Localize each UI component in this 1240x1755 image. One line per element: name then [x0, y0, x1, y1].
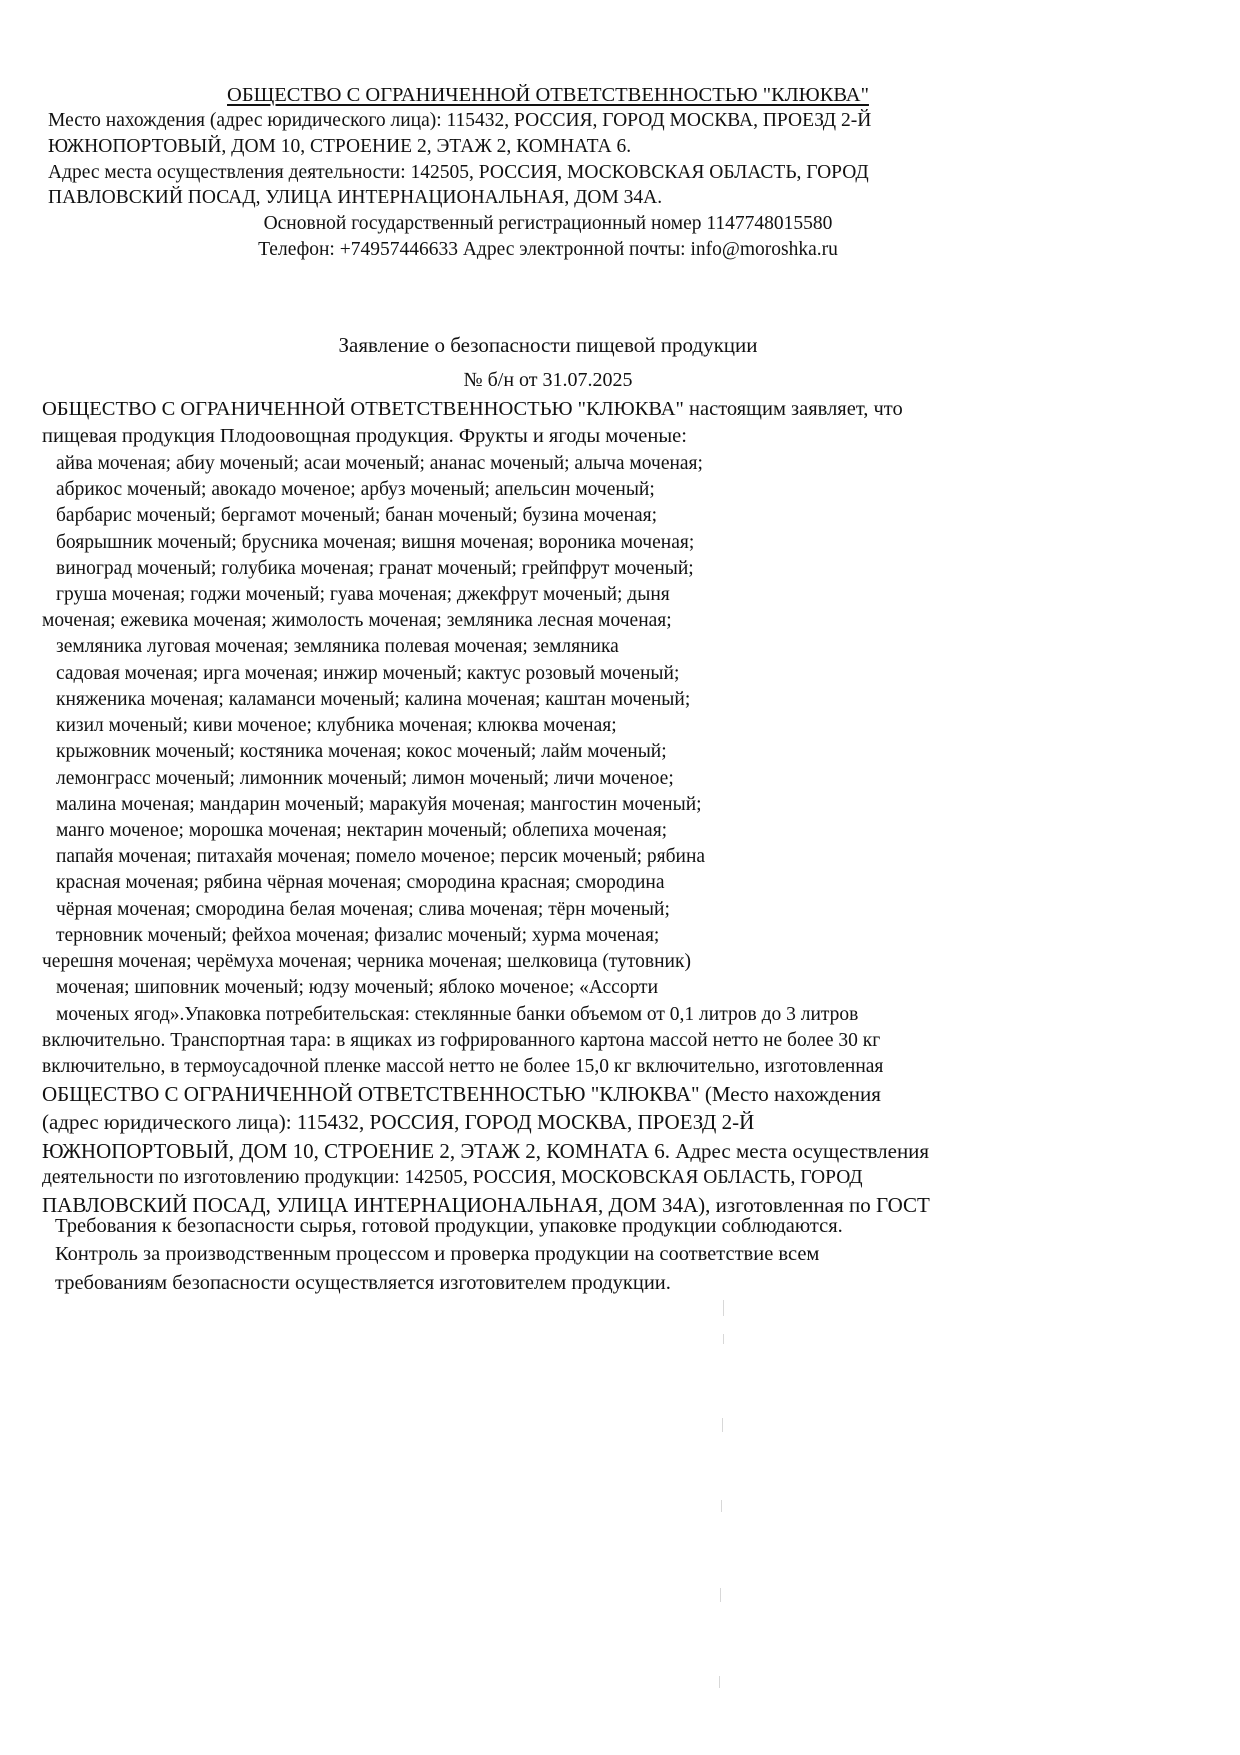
- product-line: крыжовник моченый; костяника моченая; кокос моченый; лайм моченый;: [56, 741, 667, 763]
- scan-artifact: [720, 1588, 721, 1602]
- product-line: моченая; шиповник моченый; юдзу моченый; яблоко моченое; «Ассорти: [56, 977, 659, 999]
- product-line: папайя моченая; питахайя моченая; помело моченое; персик моченый; рябина: [56, 846, 706, 868]
- scan-artifact: [722, 1418, 723, 1432]
- product-line: манго моченое; морошка моченая; нектарин моченый; облепиха моченая;: [56, 820, 668, 841]
- product-line: княженика моченая; каламанси моченый; калина моченая; каштан моченый;: [56, 688, 691, 710]
- letterhead: [48, 82, 1048, 263]
- product-line: виноград моченый; голубика моченая; гранат моченый; грейпфрут моченый;: [56, 557, 694, 579]
- product-line: моченых ягод».Упаковка потребительская: стеклянные банки объемом от 0,1 литров до 3 литров: [56, 1003, 859, 1025]
- closing-line: требованиям безопасности осуществляется изготовителем продукции.: [55, 1271, 671, 1294]
- product-line: земляника луговая моченая; земляника полевая моченая; земляника: [56, 636, 619, 658]
- product-line: черешня моченая; черёмуха моченая; черника моченая; шелковица (тутовник): [42, 951, 691, 973]
- product-line: чёрная моченая; смородина белая моченая; слива моченая; тёрн моченый;: [56, 898, 670, 920]
- document-body: [42, 396, 1050, 1218]
- manufacturer-line: ОБЩЕСТВО С ОГРАНИЧЕННОЙ ОТВЕТСТВЕННОСТЬЮ "КЛЮКВА" (Место нахождения: [42, 1082, 881, 1107]
- product-line: кизил моченый; киви моченое; клубника моченая; клюква моченая;: [56, 715, 617, 737]
- product-line: груша моченая; годжи моченый; гуава моченая; джекфрут моченый; дыня: [56, 584, 670, 606]
- product-line: терновник моченый; фейхоа моченая; физалис моченый; хурма моченая;: [56, 924, 660, 946]
- scan-artifact: [719, 1676, 720, 1688]
- legal-address-line-1: Место нахождения (адрес юридического лица): 115432, РОССИЯ, ГОРОД МОСКВА, ПРОЕЗД 2-Й: [48, 110, 872, 132]
- closing-paragraph: [55, 1212, 1045, 1297]
- packaging-line-2: включительно, в термоусадочной пленке массой нетто не более 15,0 кг включительно, изготовленная: [42, 1055, 884, 1077]
- product-line: лемонграсс моченый; лимонник моченый; лимон моченый; личи моченое;: [56, 767, 674, 789]
- product-line: боярышник моченый; брусника моченая; вишня моченая; вороника моченая;: [56, 531, 695, 553]
- product-line: моченая; ежевика моченая; жимолость моченая; земляника лесная моченая;: [42, 610, 672, 632]
- closing-line: Требования к безопасности сырья, готовой продукции, упаковке продукции соблюдаются.: [55, 1215, 843, 1237]
- scan-artifact: [723, 1334, 724, 1344]
- product-line: айва моченая; абиу моченый; асаи моченый; ананас моченый; алыча моченая;: [56, 452, 703, 474]
- product-line: садовая моченая; ирга моченая; инжир моченый; кактус розовый моченый;: [56, 662, 680, 684]
- legal-address-line-2: ЮЖНОПОРТОВЫЙ, ДОМ 10, СТРОЕНИЕ 2, ЭТАЖ 2, КОМНАТА 6.: [48, 135, 632, 157]
- page-title: Заявление о безопасности пищевой продукции: [338, 333, 758, 357]
- product-line: барбарис моченый; бергамот моченый; банан моченый; бузина моченая;: [56, 505, 658, 527]
- manufacturer-line: деятельности по изготовлению продукции: 142505, РОССИЯ, МОСКОВСКАЯ ОБЛАСТЬ, ГОРОД: [42, 1166, 863, 1188]
- intro-line-1: ОБЩЕСТВО С ОГРАНИЧЕННОЙ ОТВЕТСТВЕННОСТЬЮ "КЛЮКВА" настоящим заявляет, что: [42, 398, 903, 420]
- manufacturer-line: (адрес юридического лица): 115432, РОССИЯ, ГОРОД МОСКВА, ПРОЕЗД 2-Й: [42, 1110, 755, 1135]
- product-line: малина моченая; мандарин моченый; маракуйя моченая; мангостин моченый;: [56, 793, 702, 815]
- product-line: абрикос моченый; авокадо моченое; арбуз моченый; апельсин моченый;: [56, 479, 655, 501]
- organization-title: ОБЩЕСТВО С ОГРАНИЧЕННОЙ ОТВЕТСТВЕННОСТЬЮ "КЛЮКВА": [227, 84, 869, 106]
- packaging-line-1: включительно. Транспортная тара: в ящиках из гофрированного картона массой нетто не более 30 кг: [42, 1029, 881, 1051]
- contacts-line: Телефон: +74957446633 Адрес электронной почты: info@moroshka.ru: [258, 238, 838, 260]
- activity-address-line-1: Адрес места осуществления деятельности: 142505, РОССИЯ, МОСКОВСКАЯ ОБЛАСТЬ, ГОРОД: [48, 161, 869, 183]
- scan-artifact: [723, 1300, 724, 1316]
- product-line: красная моченая; рябина чёрная моченая; смородина красная; смородина: [56, 872, 665, 894]
- ogrn-line: Основной государственный регистрационный номер 1147748015580: [263, 213, 833, 235]
- intro-line-2: пищевая продукция Плодоовощная продукция. Фрукты и ягоды моченые:: [42, 425, 687, 448]
- closing-line: Контроль за производственным процессом и проверка продукции на соответствие всем: [55, 1243, 820, 1266]
- activity-address-line-2: ПАВЛОВСКИЙ ПОСАД, УЛИЦА ИНТЕРНАЦИОНАЛЬНАЯ, ДОМ 34А.: [48, 187, 663, 209]
- scan-artifact: [721, 1500, 722, 1512]
- manufacturer-line: ЮЖНОПОРТОВЫЙ, ДОМ 10, СТРОЕНИЕ 2, ЭТАЖ 2, КОМНАТА 6. Адрес места осуществления: [42, 1138, 930, 1163]
- manufacturer-line-truncated: ПАВЛОВСКИЙ ПОСАД, УЛИЦА ИНТЕРНАЦИОНАЛЬНАЯ, ДОМ 34А), изготовленная по ГОСТ: [42, 1193, 930, 1218]
- document-number: № б/н от 31.07.2025: [463, 369, 633, 391]
